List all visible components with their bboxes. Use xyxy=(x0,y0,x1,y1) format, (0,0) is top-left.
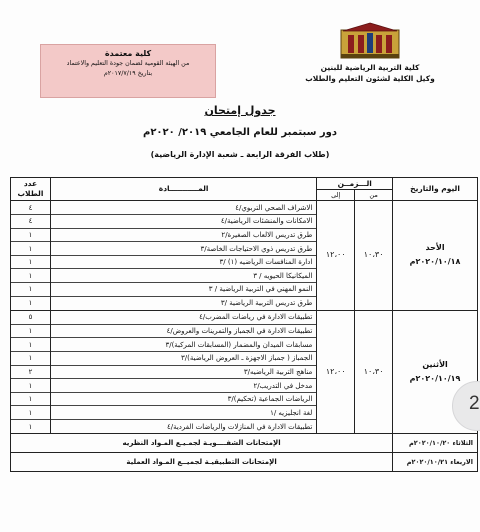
subject-text: النمو المهني في التربية الرياضية / ٣ xyxy=(51,283,316,297)
accreditation-date: بتاريخ ٢٠١٧/٧/١٩م xyxy=(103,70,153,77)
student-count: ١ xyxy=(11,242,50,256)
vice-dean-title: وكيل الكلية لشئون التعليم والطلاب xyxy=(305,74,435,83)
faculty-logo-icon xyxy=(339,22,401,60)
subject-text: الاشراف الصحي التربوي/٤ xyxy=(51,201,316,215)
counts-cell xyxy=(11,310,51,433)
subject-text: تطبيقات الادارة في الجمباز والتمرينات والعروض/٤ xyxy=(51,324,316,338)
accreditation-box xyxy=(40,44,216,98)
student-count: ١ xyxy=(28,299,33,308)
student-count: ١ xyxy=(11,255,50,269)
table-row xyxy=(51,324,316,338)
day-date: ٢٠٢٠/١٠/١٩م xyxy=(409,373,461,383)
table-row xyxy=(51,215,316,229)
subject-text: تطبيقات الادارة في المنازلات والرياضات الفردية/٤ xyxy=(166,422,313,431)
table-row xyxy=(51,379,316,393)
student-count: ١ xyxy=(11,269,50,283)
student-count: ١ xyxy=(11,338,50,352)
student-count: ٤ xyxy=(11,201,50,215)
table-row xyxy=(51,338,316,352)
table-row xyxy=(51,255,316,269)
time-to: ١٢،٠٠ xyxy=(317,201,355,311)
header-time: الـــزمــن xyxy=(317,178,393,190)
day-cell xyxy=(393,201,478,311)
table-row xyxy=(51,296,316,310)
subject-text: مناهج التربية الرياضيه/٣ xyxy=(51,365,316,379)
footer-row xyxy=(11,434,478,453)
table-row xyxy=(51,352,316,366)
time-from: ١٠،٣٠ xyxy=(355,201,393,311)
table-row xyxy=(51,311,316,325)
day-name: الأحد xyxy=(425,243,445,253)
footer-row xyxy=(11,453,478,472)
subject-text: الجمباز ( جمباز الاجهزة ـ العروض الرياضية)/٣ xyxy=(51,352,316,366)
table-group xyxy=(11,201,478,311)
header-day: اليوم والتاريخ xyxy=(393,178,478,201)
table-row xyxy=(51,228,316,242)
student-count: ٥ xyxy=(11,311,50,325)
faculty-header xyxy=(290,22,450,84)
subjects-cell xyxy=(50,310,316,433)
subject-text: الامكانات والمنشئات الرياضية/٤ xyxy=(51,215,316,229)
student-count: ١ xyxy=(11,283,50,297)
faculty-name: كلية التربية الرياضية للبنين xyxy=(320,63,420,72)
subject-text: لغة انجليزيه /١ xyxy=(51,406,316,420)
accreditation-body: من الهيئة القومية لضمان جودة التعليم والاعتماد xyxy=(66,60,190,67)
footer-text: الإمتحانات الشفــــويـة لجمـيـع المـواد النظريه xyxy=(11,434,393,453)
subject-text: طرق تدريس ذوي الاحتياجات الخاصة/٣ xyxy=(51,242,316,256)
subject-text: الميكانيكا الحيويه / ٣ xyxy=(51,269,316,283)
student-count: ١ xyxy=(11,392,50,406)
table-row xyxy=(51,406,316,420)
subject-text: الرياضات الجماعية (تحكيم)/٣ xyxy=(51,392,316,406)
document-subtitle: دور سبتمبر للعام الجامعي ٢٠١٩/ ٢٠٢٠م xyxy=(142,127,338,138)
table-row xyxy=(51,365,316,379)
counts-cell xyxy=(11,201,51,311)
subject-text: طرق تدريس التربية الرياضية /٣ xyxy=(220,299,313,308)
header-to: إلى xyxy=(317,190,355,201)
student-count: ١ xyxy=(11,228,50,242)
document-note: (طلاب الفرقة الرابعة ـ شعبة الإدارة الرياضية) xyxy=(150,150,330,159)
student-count: ١ xyxy=(11,379,50,393)
footer-day: الثلاثاء ٢٠٢٠/١٠/٢٠م xyxy=(393,434,478,453)
student-count: ١ xyxy=(11,324,50,338)
table-row xyxy=(51,283,316,297)
header-from: من xyxy=(355,190,393,201)
table-row xyxy=(51,420,316,434)
table-row xyxy=(51,269,316,283)
student-count: ١ xyxy=(11,352,50,366)
day-name: الأثنين xyxy=(422,359,448,369)
student-count: ١ xyxy=(28,422,33,431)
subject-text: مسابقات الميدان والمضمار (المسابقات المركبة)/٣ xyxy=(51,338,316,352)
day-date: ٢٠٢٠/١٠/١٨م xyxy=(409,257,461,267)
time-to: ١٢،٠٠ xyxy=(317,310,355,433)
document-title: جدول إمتحان xyxy=(204,104,276,117)
accreditation-title: كلية معتمدة xyxy=(104,49,152,58)
subject-text: ادارة المنافسات الرياضيه (١) /٣ xyxy=(51,255,316,269)
subject-text: تطبيقات الادارة في رياضات المضرب/٤ xyxy=(51,311,316,325)
student-count: ٤ xyxy=(11,215,50,229)
table-row xyxy=(51,242,316,256)
table-group xyxy=(11,310,478,433)
student-count: ٢ xyxy=(11,365,50,379)
table-row xyxy=(51,392,316,406)
time-from: ١٠،٣٠ xyxy=(355,310,393,433)
page-number-badge[interactable]: 2 xyxy=(452,381,480,431)
subject-text: مدخل في التدريب/٢ xyxy=(51,379,316,393)
header-subject: المـــــــــــادة xyxy=(50,178,316,201)
footer-text: الإمتحانات التطبيقيـة لجميــع المـواد العملية xyxy=(11,453,393,472)
header-count: عدد الطلاب xyxy=(11,178,51,201)
subjects-cell xyxy=(50,201,316,311)
footer-day: الاربعاء ٢٠٢٠/١٠/٢١م xyxy=(393,453,478,472)
subject-text: طرق تدريس الالعاب الصغيرة/٢ xyxy=(51,228,316,242)
student-count: ١ xyxy=(11,406,50,420)
table-row xyxy=(51,201,316,215)
exam-schedule-table xyxy=(10,177,478,472)
